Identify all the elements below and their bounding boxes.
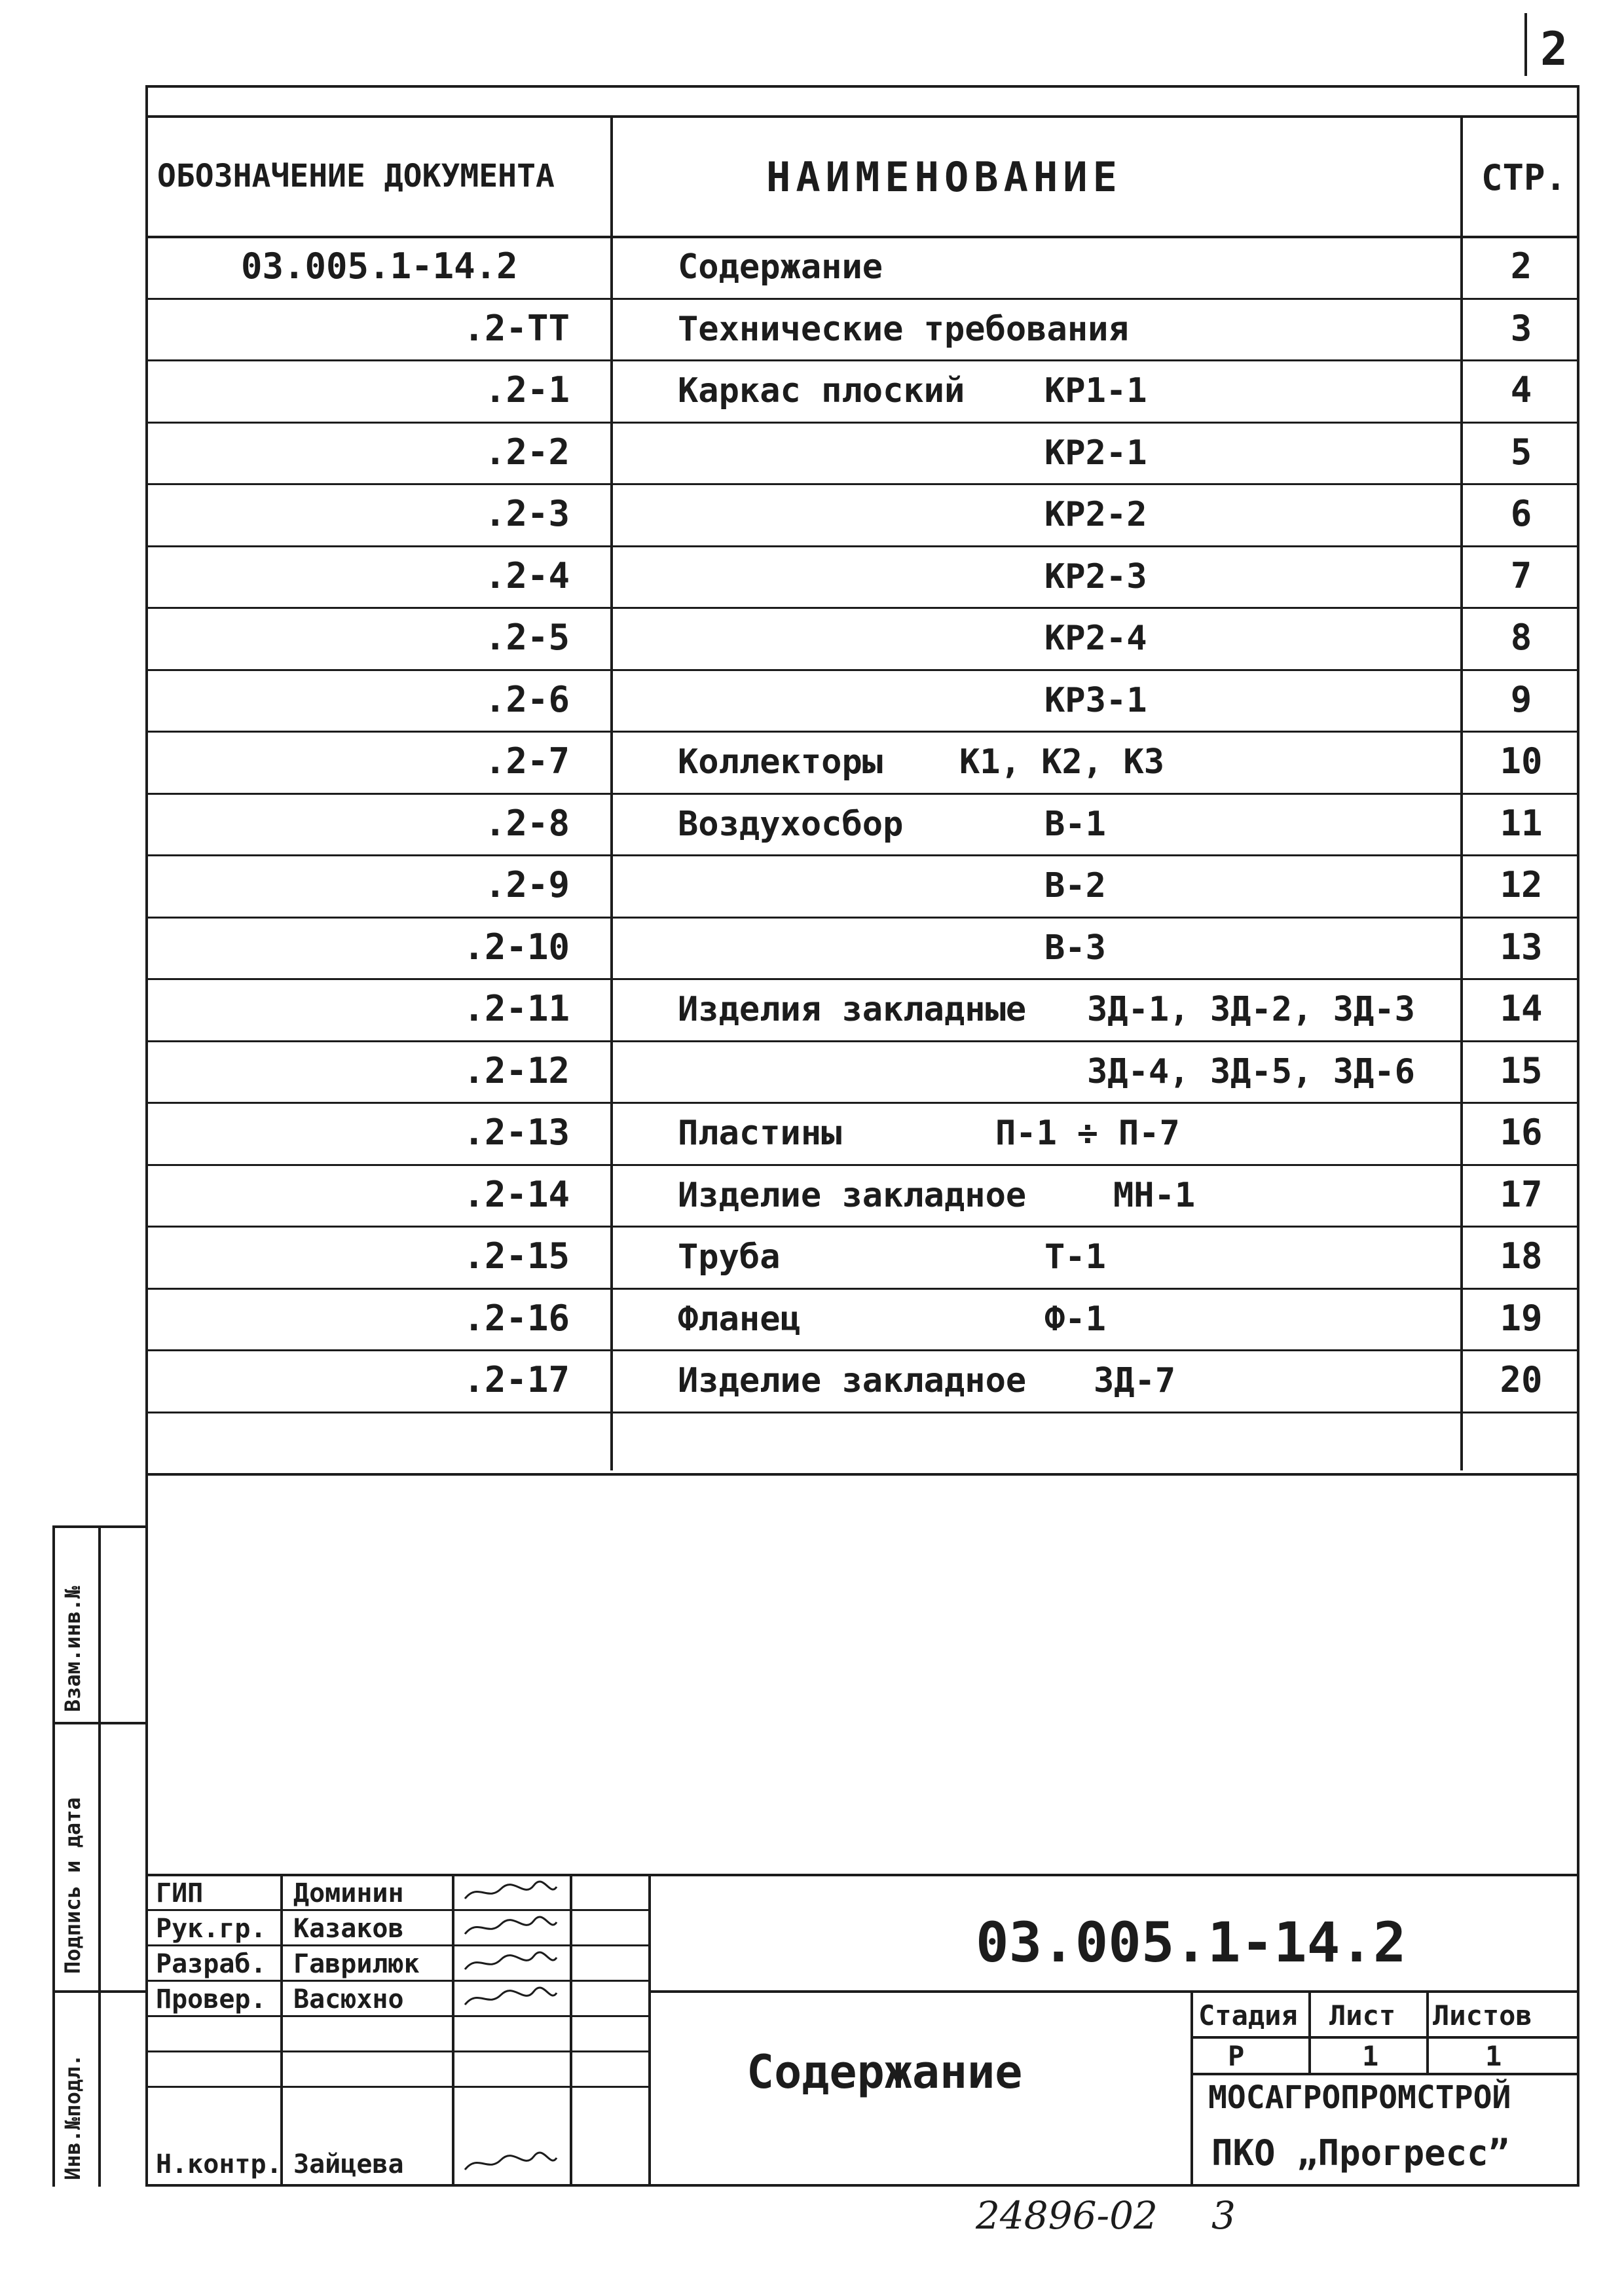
header-name: НАИМЕНОВАНИЕ (766, 153, 1122, 201)
row-divider (145, 545, 1579, 547)
row-code: .2-4 (484, 555, 570, 596)
row-code: .2-17 (463, 1359, 570, 1400)
row-divider (145, 1040, 1579, 1042)
row-name: Коллекторы (678, 742, 883, 782)
row-name: Содержание (678, 247, 883, 287)
row-code: .2-3 (484, 493, 570, 534)
row-page: 16 (1500, 1112, 1543, 1153)
row-code: .2-7 (484, 740, 570, 782)
row-divider (145, 1226, 1579, 1228)
row-code: .2-12 (463, 1049, 570, 1091)
handwritten-signature (462, 1985, 560, 2010)
row-code: .2-5 (484, 617, 570, 658)
row-page: 17 (1500, 1173, 1543, 1215)
person-name: Казаков (293, 1914, 404, 1944)
role-label: Рук.гр. (156, 1914, 267, 1944)
row-code: .2-16 (463, 1297, 570, 1339)
sign-date-label: Подпись и дата (60, 1797, 85, 1974)
row-page: 14 (1500, 988, 1543, 1029)
row-mark: В-1 (1044, 804, 1106, 844)
row-name: Труба (678, 1237, 781, 1277)
row-divider (145, 1288, 1579, 1290)
handwritten-signature (462, 2150, 560, 2175)
row-mark: П-1 ÷ П-7 (995, 1114, 1180, 1153)
row-mark: КР3-1 (1044, 680, 1147, 720)
handwritten-signature (462, 1914, 560, 1939)
role-label: Провер. (156, 1984, 267, 2014)
row-page: 18 (1500, 1235, 1543, 1277)
row-mark: В-2 (1044, 866, 1106, 905)
row-page: 7 (1510, 555, 1532, 596)
signature-row-divider (145, 2015, 648, 2017)
document-title: Содержание (747, 2045, 1023, 2099)
row-code: .2-14 (463, 1173, 570, 1215)
document-code: 03.005.1-14.2 (976, 1910, 1407, 1975)
signature-row-divider (145, 2086, 648, 2088)
table-bottom-line (145, 1473, 1579, 1476)
row-divider (145, 731, 1579, 733)
tb-stage-col-1 (1308, 1990, 1311, 2073)
tb-stage-row-2 (1190, 2073, 1579, 2075)
row-mark: ЗД-1, ЗД-2, ЗД-3 (1087, 990, 1415, 1029)
tb-stage-row-1 (1190, 2036, 1579, 2039)
row-code: .2-1 (484, 369, 570, 410)
row-divider (145, 422, 1579, 424)
row-divider (145, 298, 1579, 300)
row-code: .2-8 (484, 802, 570, 844)
stage-value: Р (1228, 2040, 1245, 2072)
tb-col-4 (648, 1874, 651, 2187)
vzam-inv-label: Взам.инв.№ (60, 1586, 85, 1712)
tb-col-1 (280, 1874, 283, 2187)
row-page: 3 (1510, 307, 1532, 349)
header-designation: ОБОЗНАЧЕНИЕ ДОКУМЕНТА (157, 158, 555, 194)
row-page: 15 (1500, 1049, 1543, 1091)
row-page: 8 (1510, 617, 1532, 658)
row-page: 10 (1500, 740, 1543, 782)
row-name: Изделие закладное (678, 1175, 1027, 1215)
row-code: .2-6 (484, 678, 570, 720)
org-line-1: МОСАГРОПРОМСТРОЙ (1208, 2079, 1511, 2116)
row-mark: КР2-3 (1044, 556, 1147, 596)
signature-row-divider (145, 1944, 648, 1946)
row-mark: КР2-2 (1044, 495, 1147, 534)
row-name: Каркас плоский (678, 371, 965, 410)
row-name: Фланец (678, 1299, 801, 1339)
signature-row-divider (145, 1909, 648, 1911)
row-page: 19 (1500, 1297, 1543, 1339)
row-mark: ЗД-4, ЗД-5, ЗД-6 (1087, 1051, 1415, 1091)
row-page: 20 (1500, 1359, 1543, 1400)
row-mark: Т-1 (1044, 1237, 1106, 1277)
stage-label: Стадия (1198, 1999, 1298, 2032)
row-mark: КР1-1 (1044, 371, 1147, 410)
header-bottom-line (145, 236, 1579, 238)
row-name: Пластины (678, 1114, 842, 1153)
row-page: 12 (1500, 864, 1543, 905)
row-page: 11 (1500, 802, 1543, 844)
row-code: .2-15 (463, 1235, 570, 1277)
row-mark: В-3 (1044, 928, 1106, 968)
row-page: 9 (1510, 678, 1532, 720)
inv-orig-label: Инв.№подл. (60, 2054, 85, 2180)
row-code: .2-2 (484, 431, 570, 473)
side-stamp-sep-1 (52, 1722, 145, 1724)
row-page: 13 (1500, 926, 1543, 968)
row-divider (145, 669, 1579, 671)
row-mark: МН-1 (1113, 1175, 1196, 1215)
corner-divider (1524, 13, 1527, 76)
side-stamp-top (52, 1525, 145, 1528)
row-divider (145, 793, 1579, 795)
header-page: СТР. (1481, 157, 1567, 198)
row-mark: К1, К2, К3 (959, 742, 1165, 782)
side-stamp-divider (98, 1525, 101, 2187)
sheet-label: Лист (1329, 1999, 1396, 2032)
row-page: 4 (1510, 369, 1532, 410)
row-code: .2-11 (463, 988, 570, 1029)
title-block-top (145, 1874, 1579, 1876)
person-name: Доминин (293, 1878, 404, 1908)
role-label: Н.контр. (156, 2149, 282, 2179)
row-name: Воздухосбор (678, 804, 904, 844)
footer-number: 24896-02 (976, 2193, 1158, 2238)
signature-row-divider (145, 1980, 648, 1982)
row-divider (145, 1102, 1579, 1104)
row-page: 2 (1510, 246, 1532, 287)
row-divider (145, 854, 1579, 856)
person-name: Гаврилюк (293, 1949, 420, 1979)
role-label: ГИП (156, 1878, 204, 1908)
row-divider (145, 917, 1579, 919)
row-mark: Ф-1 (1044, 1299, 1106, 1339)
row-name: Технические требования (678, 309, 1129, 349)
signature-row-divider (145, 2050, 648, 2052)
tb-stage-col-2 (1426, 1990, 1429, 2073)
row-name: Изделие закладное (678, 1361, 1027, 1400)
tb-col-2 (452, 1874, 454, 2187)
row-code: .2-ТТ (463, 307, 570, 349)
person-name: Зайцева (293, 2149, 404, 2179)
tb-code-bottom (648, 1990, 1579, 1993)
sheets-label: Листов (1433, 1999, 1532, 2032)
row-divider (145, 978, 1579, 980)
row-code: .2-9 (484, 864, 570, 905)
row-divider (145, 1349, 1579, 1351)
side-stamp-sep-2 (52, 1990, 145, 1993)
tb-col-3 (570, 1874, 572, 2187)
row-divider (145, 483, 1579, 485)
role-label: Разраб. (156, 1949, 267, 1979)
row-divider (145, 1412, 1579, 1413)
row-divider (145, 607, 1579, 609)
tb-stage-left (1190, 1990, 1193, 2187)
sheets-value: 1 (1485, 2040, 1502, 2072)
row-page: 6 (1510, 493, 1532, 534)
footer-sheet: 3 (1211, 2193, 1236, 2238)
row-name: Изделия закладные (678, 990, 1027, 1029)
row-mark: КР2-4 (1044, 619, 1147, 658)
person-name: Васюхно (293, 1984, 404, 2014)
sheet-value: 1 (1362, 2040, 1379, 2072)
row-code: 03.005.1-14.2 (241, 246, 518, 287)
row-code: .2-10 (463, 926, 570, 968)
row-divider (145, 1164, 1579, 1166)
corner-sheet-number: 2 (1540, 22, 1568, 76)
row-code: .2-13 (463, 1112, 570, 1153)
row-mark: ЗД-7 (1094, 1361, 1176, 1400)
row-page: 5 (1510, 431, 1532, 473)
row-mark: КР2-1 (1044, 433, 1147, 473)
row-divider (145, 359, 1579, 361)
handwritten-signature (462, 1950, 560, 1975)
frame-top-line (145, 115, 1579, 118)
handwritten-signature (462, 1879, 560, 1904)
org-line-2: ПКО „Прогресс” (1211, 2132, 1510, 2174)
